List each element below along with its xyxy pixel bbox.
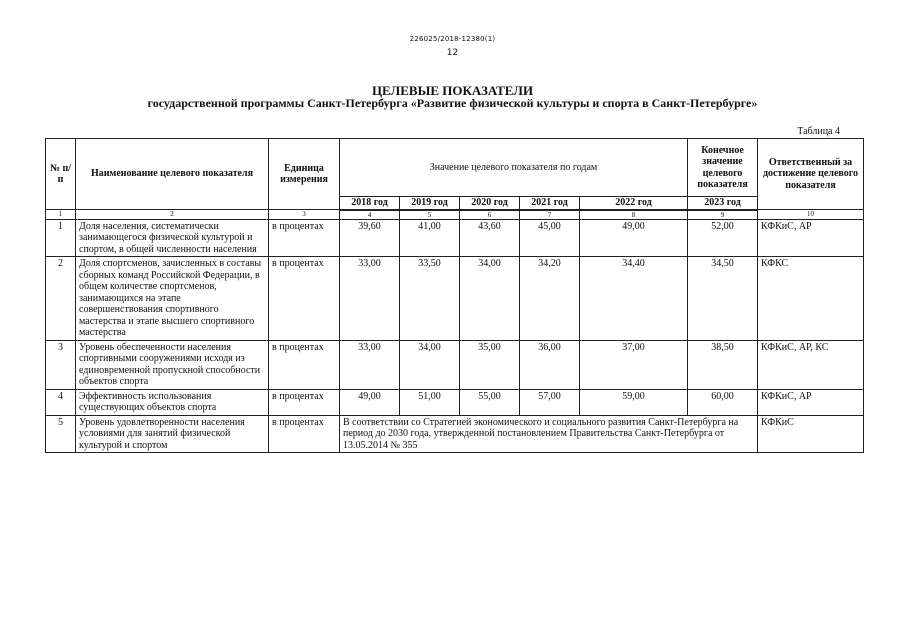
value-cell: 35,00 <box>460 340 520 389</box>
row-number: 1 <box>46 219 76 257</box>
value-cell: 45,00 <box>520 219 580 257</box>
column-index: 10 <box>758 210 864 220</box>
year-header: 2021 год <box>520 197 580 210</box>
value-cell: 49,00 <box>580 219 688 257</box>
final-value-cell: 34,50 <box>688 257 758 341</box>
unit-cell: в процентах <box>269 415 340 453</box>
year-header: 2019 год <box>400 197 460 210</box>
col-header-number: № п/п <box>46 139 76 210</box>
value-cell: 36,00 <box>520 340 580 389</box>
value-cell: 51,00 <box>400 389 460 415</box>
target-indicators-table <box>45 138 864 453</box>
value-cell: 55,00 <box>460 389 520 415</box>
table-row <box>46 389 864 415</box>
indicator-name: Доля населения, систематически занимающегося физической культурой и спортом, в общей численности населения <box>76 219 269 257</box>
value-cell: 41,00 <box>400 219 460 257</box>
final-value-cell: 52,00 <box>688 219 758 257</box>
page-title: ЦЕЛЕВЫЕ ПОКАЗАТЕЛИ <box>371 83 534 98</box>
value-cell: 49,00 <box>340 389 400 415</box>
row-number: 4 <box>46 389 76 415</box>
row-number: 5 <box>46 415 76 453</box>
value-cell: 34,00 <box>460 257 520 341</box>
unit-cell: в процентах <box>269 257 340 341</box>
row-number: 2 <box>46 257 76 341</box>
indicator-name: Уровень обеспеченности населения спортивными сооружениями исходя из единовременной пропускной способности объектов спорта <box>76 340 269 389</box>
value-cell: 33,00 <box>340 340 400 389</box>
strategy-note-cell: В соответствии со Стратегией экономического и социального развития Санкт-Петербурга на период до 2030 года, утвержденной постановлением Правительства Санкт-Петербурга от 13.05.2014 № 355 <box>340 415 758 453</box>
responsible-cell: КФКС <box>758 257 864 341</box>
responsible-cell: КФКиС, АР <box>758 219 864 257</box>
indicator-name: Уровень удовлетворенности населения условиями для занятий физической культурой и спортом <box>76 415 269 453</box>
year-header: 2022 год <box>580 197 688 210</box>
table-label: Таблица 4 <box>797 126 840 137</box>
value-cell: 34,40 <box>580 257 688 341</box>
page-subtitle: государственной программы Санкт-Петербурга «Развитие физической культуры и спорта в Санкт-Петербурге» <box>147 96 758 110</box>
table-row <box>46 340 864 389</box>
document-id: 226025/2018-12380(1) <box>409 35 496 43</box>
value-cell: 39,60 <box>340 219 400 257</box>
col-header-unit: Единица измерения <box>269 139 340 210</box>
final-value-cell: 60,00 <box>688 389 758 415</box>
table-row <box>46 219 864 257</box>
value-cell: 59,00 <box>580 389 688 415</box>
value-cell: 43,60 <box>460 219 520 257</box>
column-index: 4 <box>340 210 400 220</box>
column-index: 3 <box>269 210 340 220</box>
unit-cell: в процентах <box>269 219 340 257</box>
indicator-name: Доля спортсменов, зачисленных в составы сборных команд Российской Федерации, в общем количестве спортсменов, занимающихся на этапе совершенствования спортивного мастерства и этапе высшего спортивного мастерства <box>76 257 269 341</box>
column-index: 5 <box>400 210 460 220</box>
final-value-cell: 38,50 <box>688 340 758 389</box>
unit-cell: в процентах <box>269 340 340 389</box>
column-index: 9 <box>688 210 758 220</box>
responsible-cell: КФКиС <box>758 415 864 453</box>
value-cell: 34,00 <box>400 340 460 389</box>
value-cell: 33,50 <box>400 257 460 341</box>
year-header: 2020 год <box>460 197 520 210</box>
col-header-final: Конечное значение целевого показателя <box>688 139 758 197</box>
column-index: 1 <box>46 210 76 220</box>
col-header-values: Значение целевого показателя по годам <box>340 139 688 197</box>
col-header-name: Наименование целевого показателя <box>76 139 269 210</box>
column-index: 2 <box>76 210 269 220</box>
indicator-name: Эффективность использования существующих объектов спорта <box>76 389 269 415</box>
responsible-cell: КФКиС, АР <box>758 389 864 415</box>
col-header-responsible: Ответственный за достижение целевого показателя <box>758 139 864 210</box>
column-index: 8 <box>580 210 688 220</box>
column-index: 7 <box>520 210 580 220</box>
value-cell: 33,00 <box>340 257 400 341</box>
table-row <box>46 257 864 341</box>
table-row <box>46 415 864 453</box>
value-cell: 57,00 <box>520 389 580 415</box>
column-index-row <box>46 210 864 220</box>
page-number: 12 <box>446 48 459 58</box>
value-cell: 34,20 <box>520 257 580 341</box>
final-year-header: 2023 год <box>688 197 758 210</box>
value-cell: 37,00 <box>580 340 688 389</box>
responsible-cell: КФКиС, АР, КС <box>758 340 864 389</box>
year-header: 2018 год <box>340 197 400 210</box>
unit-cell: в процентах <box>269 389 340 415</box>
column-index: 6 <box>460 210 520 220</box>
row-number: 3 <box>46 340 76 389</box>
